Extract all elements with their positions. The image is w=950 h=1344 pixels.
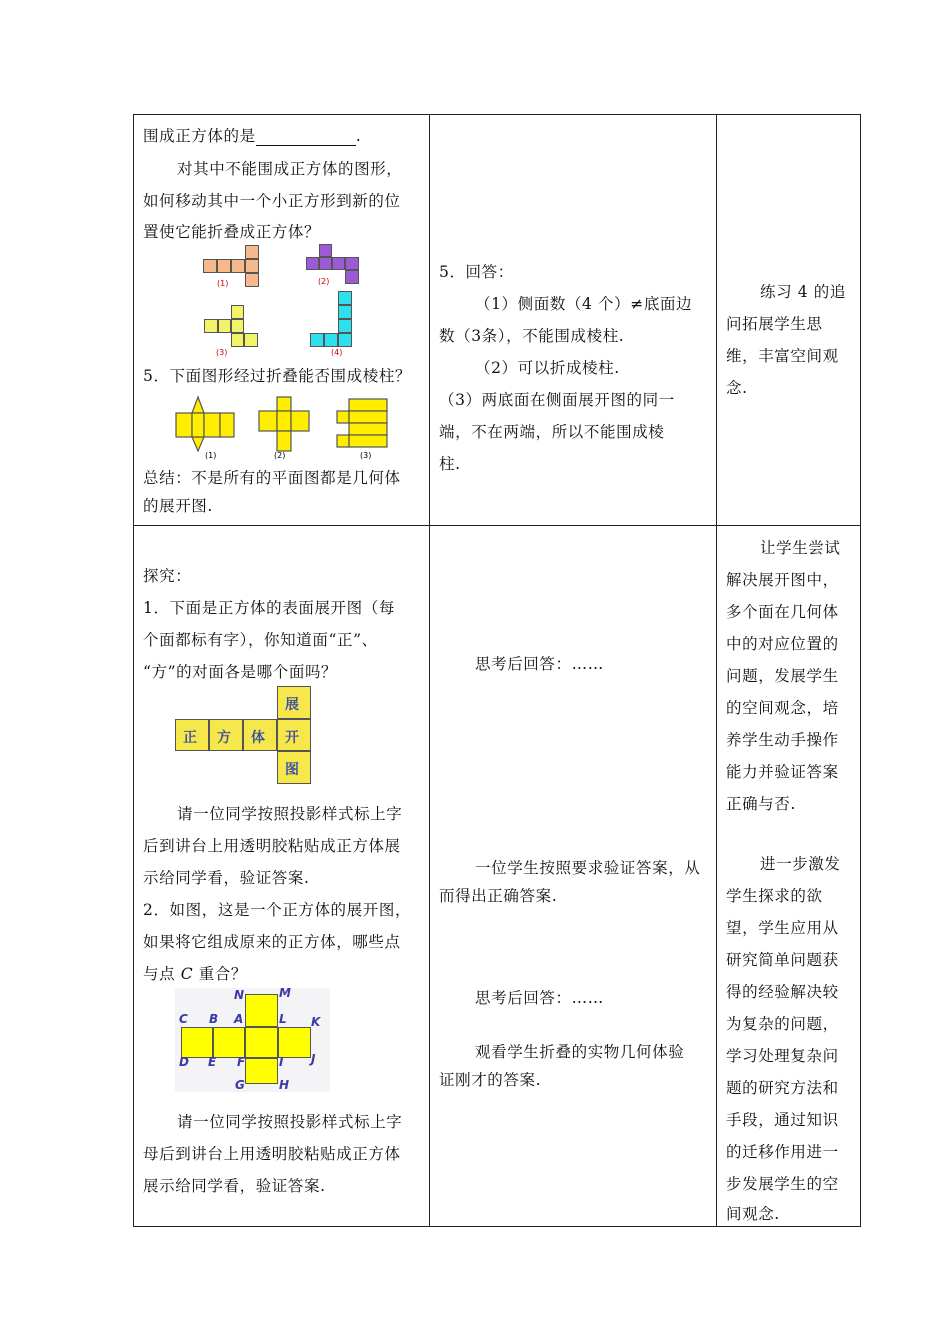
intent-line: 养学生动手操作 xyxy=(726,731,839,749)
question-1-line: 个面都标有字），你知道面“正”、 xyxy=(143,631,378,649)
intent-line: 得的经验解决较 xyxy=(726,983,839,1001)
point-label: A xyxy=(234,1012,244,1026)
column-divider xyxy=(429,115,430,1226)
net-figure-3 xyxy=(204,305,258,347)
point-label: N xyxy=(234,988,245,1002)
point-label: F xyxy=(237,1055,246,1069)
intent-line: 练习 4 的追 xyxy=(760,283,846,301)
lettered-cube-net xyxy=(175,988,330,1092)
face-label: 方 xyxy=(217,730,231,746)
point-label: C xyxy=(179,1012,188,1026)
figure-label: (1) xyxy=(217,279,229,288)
intent-line: 能力并验证答案 xyxy=(726,763,839,781)
question-2-line: 与点 C 重合？ xyxy=(143,965,248,983)
paragraph-line: 对其中不能围成正方体的图形， xyxy=(177,160,403,178)
answer-line: 数（3条），不能围成棱柱. xyxy=(439,327,625,345)
activity-line: 观看学生折叠的实物几何体验 xyxy=(475,1043,685,1061)
intent-line: 研究简单问题获 xyxy=(726,951,839,969)
paragraph-line: 置使它能折叠成正方体？ xyxy=(143,223,321,241)
intent-line: 让学生尝试 xyxy=(760,539,841,557)
net-figure-4 xyxy=(310,291,352,347)
prism-net-3 xyxy=(335,398,391,452)
row-divider xyxy=(134,525,860,526)
point-label: M xyxy=(279,986,291,1000)
question-1-line: “方”的对面各是哪个面吗？ xyxy=(143,663,338,681)
question-2-line: 如果将它组成原来的正方体，哪些点 xyxy=(143,933,401,951)
point-label: I xyxy=(279,1055,284,1069)
answer-line: 柱. xyxy=(439,455,461,473)
prism-label: (3) xyxy=(360,451,372,460)
intent-line: 题的研究方法和 xyxy=(726,1079,839,1097)
face-label: 展 xyxy=(285,697,299,713)
section-title: 探究： xyxy=(143,567,192,585)
intent-line: 手段，通过知识 xyxy=(726,1111,839,1129)
point-label: B xyxy=(209,1012,219,1026)
face-label: 正 xyxy=(183,730,197,746)
point-label: K xyxy=(311,1015,321,1029)
net-figure-2 xyxy=(306,244,360,286)
cube-question-line: 围成正方体的是 . xyxy=(143,127,362,145)
answer-blank xyxy=(256,131,356,146)
instruction-line: 后到讲台上用透明胶粘贴成正方体展 xyxy=(143,837,401,855)
instruction-line: 请一位同学按照投影样式标上字 xyxy=(177,1113,403,1131)
activity-line: 而得出正确答案. xyxy=(439,887,558,905)
face-label: 开 xyxy=(285,730,299,746)
intent-line: 为复杂的问题， xyxy=(726,1015,839,1033)
intent-line: 中的对应位置的 xyxy=(726,635,839,653)
point-label: J xyxy=(311,1052,316,1066)
intent-line: 学习处理复杂问 xyxy=(726,1047,839,1065)
question-5: 5．下面图形经过折叠能否围成棱柱？ xyxy=(143,367,412,385)
question-2-line: 2．如图，这是一个正方体的展开图， xyxy=(143,901,412,919)
answer-line: （1）侧面数（4 个）≠底面边 xyxy=(475,295,693,313)
instruction-line: 展示给同学看，验证答案. xyxy=(143,1177,326,1195)
point-label: D xyxy=(179,1055,189,1069)
intent-line: 维，丰富空间观 xyxy=(726,347,839,365)
column-divider xyxy=(716,115,717,1226)
prism-net-1 xyxy=(172,395,238,453)
answer-line: （3）两底面在侧面展开图的同一 xyxy=(439,391,675,409)
figure-label: (3) xyxy=(216,348,228,357)
face-label: 图 xyxy=(285,762,299,778)
activity-line: 一位学生按照要求验证答案，从 xyxy=(475,859,701,877)
intent-line: 的迁移作用进一 xyxy=(726,1143,839,1161)
intent-line: 望，学生应用从 xyxy=(726,919,839,937)
intent-line: 步发展学生的空 xyxy=(726,1175,839,1193)
face-label: 体 xyxy=(251,730,265,746)
intent-line: 问题，发展学生 xyxy=(726,667,839,685)
intent-line: 正确与否. xyxy=(726,795,796,813)
intent-line: 间观念. xyxy=(726,1205,780,1223)
question-1-line: 1．下面是正方体的表面展开图（每 xyxy=(143,599,395,617)
point-label: E xyxy=(208,1055,217,1069)
instruction-line: 请一位同学按照投影样式标上字 xyxy=(177,805,403,823)
paragraph-line: 如何移动其中一个小正方形到新的位 xyxy=(143,192,401,210)
intent-line: 念. xyxy=(726,379,748,397)
point-label: G xyxy=(235,1078,245,1092)
instruction-line: 母后到讲台上用透明胶粘贴成正方体 xyxy=(143,1145,401,1163)
answer-line: 5．回答： xyxy=(439,263,514,281)
activity-line: 证刚才的答案. xyxy=(439,1071,542,1089)
net-figure-1 xyxy=(203,245,259,287)
point-label: H xyxy=(279,1078,290,1092)
answer-line: （2）可以折成棱柱. xyxy=(475,359,620,377)
prism-label: (2) xyxy=(274,451,286,460)
intent-line: 解决展开图中， xyxy=(726,571,839,589)
summary-line: 总结：不是所有的平面图都是几何体 xyxy=(143,469,401,487)
intent-line: 学生探求的欲 xyxy=(726,887,823,905)
prism-net-2 xyxy=(257,396,313,454)
activity-line: 思考后回答：…… xyxy=(475,989,604,1007)
intent-line: 问拓展学生思 xyxy=(726,315,823,333)
figure-label: (4) xyxy=(331,348,343,357)
intent-line: 多个面在几何体 xyxy=(726,603,839,621)
intent-line: 进一步激发 xyxy=(760,855,841,873)
summary-line: 的展开图. xyxy=(143,497,213,515)
point-label: L xyxy=(279,1012,287,1026)
character-cube-net xyxy=(175,686,315,784)
prism-label: (1) xyxy=(205,451,217,460)
figure-label: (2) xyxy=(318,277,330,286)
instruction-line: 示给同学看，验证答案. xyxy=(143,869,310,887)
intent-line: 的空间观念，培 xyxy=(726,699,839,717)
answer-line: 端，不在两端，所以不能围成棱 xyxy=(439,423,665,441)
activity-line: 思考后回答：…… xyxy=(475,655,604,673)
